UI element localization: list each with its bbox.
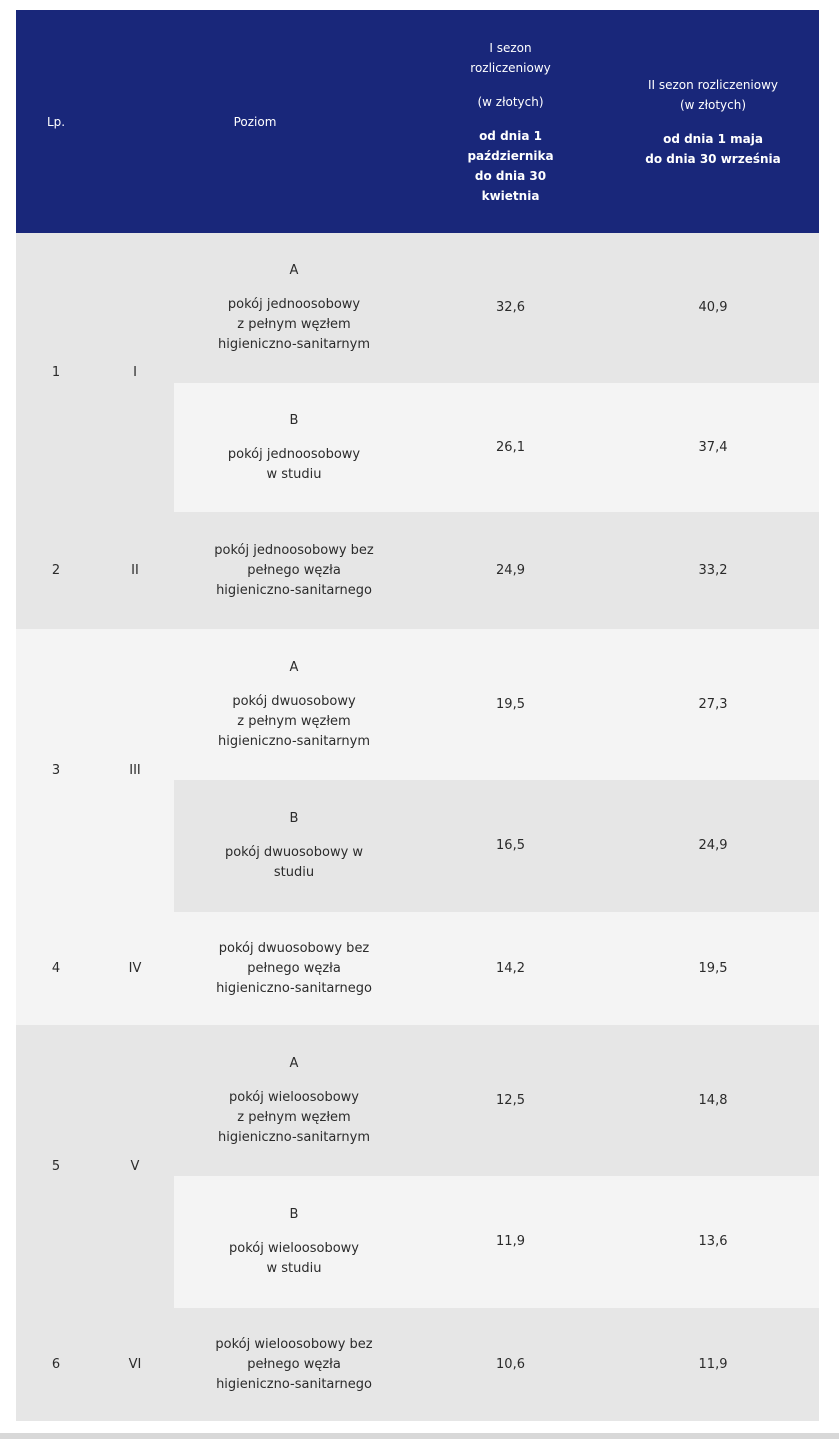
cell-lp: 1	[16, 233, 96, 512]
cell-description	[174, 233, 414, 383]
cell-season2-price: 40,9	[607, 233, 819, 383]
cell-lp: 3	[16, 629, 96, 912]
desc-line: higieniczno-sanitarnego	[216, 980, 372, 996]
cell-season2-price: 19,5	[607, 912, 819, 1025]
cell-level: II	[96, 512, 174, 629]
desc-line: pełnego węzła	[247, 562, 341, 578]
desc-line: pokój dwuosobowy w	[224, 845, 364, 860]
table-header-row	[16, 10, 819, 233]
table-row	[16, 629, 819, 780]
desc-line: pokój jednoosobowy	[227, 446, 361, 462]
cell-season1-price: 11,9	[414, 1176, 607, 1308]
cell-description	[174, 383, 414, 512]
cell-season2-price: 14,8	[607, 1025, 819, 1176]
sublevel-letter: B	[289, 811, 299, 826]
desc-line: z pełnym węzłem	[237, 1109, 351, 1125]
cell-season1-price: 16,5	[414, 780, 607, 912]
desc-line: pełnego węzła	[247, 1356, 341, 1372]
cell-season1-price: 12,5	[414, 1025, 607, 1176]
desc-line: w studiu	[266, 466, 322, 482]
cell-description	[174, 912, 414, 1025]
header-season1	[414, 10, 607, 233]
desc-line: z pełnym węzłem	[237, 317, 351, 332]
header-season1-bold4: kwietnia	[481, 188, 540, 203]
cell-season2-price: 37,4	[607, 383, 819, 512]
cell-season1-price: 26,1	[414, 383, 607, 512]
cell-description	[174, 1176, 414, 1308]
header-season1-bold1: od dnia 1	[479, 128, 542, 143]
header-season1-bold3: do dnia 30	[474, 168, 547, 183]
desc-line: pokój jednoosobowy	[227, 297, 361, 312]
fee-table	[16, 10, 819, 1421]
desc-line: higieniczno-sanitarnego	[216, 582, 372, 598]
desc-line: pokój dwuosobowy bez	[218, 940, 370, 956]
cell-season1-price: 19,5	[414, 629, 607, 780]
cell-description	[174, 1025, 414, 1176]
cell-season1-price: 24,9	[414, 512, 607, 629]
desc-line: pokój jednoosobowy bez	[214, 542, 374, 558]
sublevel-letter: A	[289, 1055, 299, 1071]
header-season2	[607, 10, 819, 233]
table-row	[16, 233, 819, 383]
header-lp: Lp.	[16, 10, 96, 233]
desc-line: w studiu	[266, 1261, 322, 1276]
desc-line: higieniczno-sanitarnym	[217, 733, 371, 749]
desc-line: pełnego węzła	[247, 960, 341, 976]
cell-description	[174, 780, 414, 912]
desc-line: higieniczno-sanitarnym	[217, 1129, 371, 1145]
header-season2-unit: (w złotych)	[679, 97, 747, 112]
header-season1-bold2: października	[467, 148, 554, 163]
desc-line: pokój dwuosobowy	[232, 693, 356, 709]
header-season2-line1: II sezon rozliczeniowy	[647, 77, 779, 92]
cell-lp: 6	[16, 1308, 96, 1421]
cell-level: I	[96, 233, 174, 512]
desc-line: higieniczno-sanitarnego	[216, 1376, 372, 1392]
header-season1-unit: (w złotych)	[477, 94, 544, 109]
cell-level: VI	[96, 1308, 174, 1421]
table-row	[16, 512, 819, 629]
cell-lp: 4	[16, 912, 96, 1025]
desc-line: higieniczno-sanitarnym	[217, 337, 371, 352]
bottom-divider	[0, 1433, 839, 1439]
desc-line: studiu	[273, 865, 315, 880]
desc-line: pokój wieloosobowy	[229, 1089, 359, 1105]
header-season2-bold1: od dnia 1 maja	[663, 131, 763, 146]
cell-season1-price: 10,6	[414, 1308, 607, 1421]
table-row	[16, 1308, 819, 1421]
cell-description	[174, 512, 414, 629]
cell-lp: 2	[16, 512, 96, 629]
cell-season2-price: 33,2	[607, 512, 819, 629]
cell-lp: 5	[16, 1025, 96, 1308]
cell-level: IV	[96, 912, 174, 1025]
header-season1-line1: I sezon	[489, 40, 532, 55]
sublevel-letter: B	[289, 1207, 299, 1222]
table-row	[16, 912, 819, 1025]
cell-season1-price: 32,6	[414, 233, 607, 383]
cell-season2-price: 11,9	[607, 1308, 819, 1421]
fee-table-container	[16, 10, 819, 1421]
desc-line: z pełnym węzłem	[237, 713, 351, 729]
sublevel-letter: A	[289, 659, 299, 675]
header-season2-bold2: do dnia 30 września	[645, 151, 781, 166]
cell-season1-price: 14,2	[414, 912, 607, 1025]
cell-level: V	[96, 1025, 174, 1308]
cell-level: III	[96, 629, 174, 912]
cell-season2-price: 27,3	[607, 629, 819, 780]
sublevel-letter: B	[289, 412, 299, 428]
desc-line: pokój wieloosobowy bez	[215, 1336, 373, 1352]
sublevel-letter: A	[289, 263, 299, 278]
cell-season2-price: 24,9	[607, 780, 819, 912]
cell-season2-price: 13,6	[607, 1176, 819, 1308]
table-row	[16, 1025, 819, 1176]
cell-description	[174, 629, 414, 780]
header-level: Poziom	[96, 10, 414, 233]
header-season1-line2: rozliczeniowy	[470, 60, 551, 75]
desc-line: pokój wieloosobowy	[229, 1241, 359, 1256]
cell-description	[174, 1308, 414, 1421]
